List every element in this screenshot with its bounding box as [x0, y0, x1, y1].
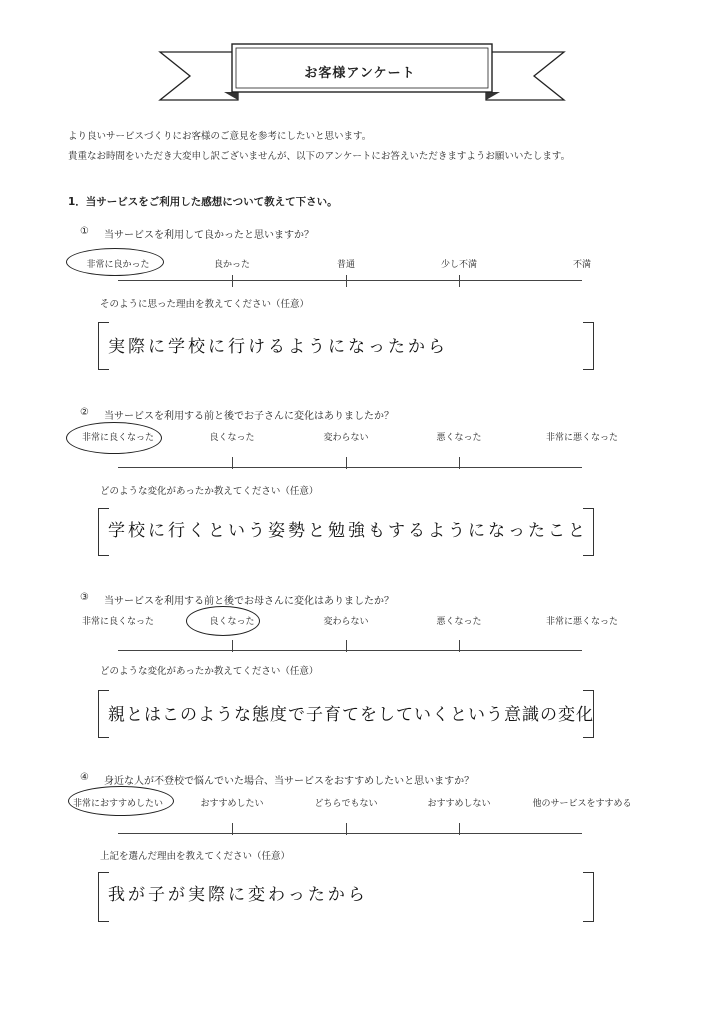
survey-title: お客様アンケート — [304, 66, 416, 81]
option-5[interactable]: 非常に悪くなった — [545, 433, 618, 443]
rating-scale — [118, 833, 582, 834]
selected-answer-circle — [66, 248, 164, 276]
option-2[interactable]: おすすめしたい — [200, 799, 264, 809]
option-4[interactable]: おすすめしない — [427, 799, 491, 809]
handwritten-answer[interactable]: 我が子が実際に変わったから — [108, 885, 368, 905]
option-3[interactable]: 変わらない — [323, 433, 369, 443]
option-2[interactable]: 良かった — [213, 260, 250, 270]
rating-scale — [118, 467, 582, 468]
question-text: 当サービスを利用する前と後でお子さんに変化はありましたか？ — [104, 411, 394, 422]
question-number: ④ — [80, 772, 89, 783]
option-2[interactable]: 良くなった — [209, 617, 255, 627]
answer-box-right-bracket — [583, 872, 594, 922]
question-text: 当サービスを利用して良かったと思いますか？ — [104, 230, 314, 241]
question-number: ② — [80, 407, 89, 418]
option-1[interactable]: 非常におすすめしたい — [72, 799, 164, 809]
option-4[interactable]: 悪くなった — [436, 433, 482, 443]
scale-tick — [346, 640, 347, 652]
section-title: 1．当サービスをご利用した感想について教えて下さい。 — [68, 196, 338, 208]
handwritten-answer[interactable]: 実際に学校に行けるようになったから — [108, 337, 448, 357]
question-text: 当サービスを利用する前と後でお母さんに変化はありましたか？ — [104, 596, 394, 607]
scale-tick — [232, 275, 233, 287]
selected-answer-circle — [66, 422, 162, 454]
option-1[interactable]: 非常に良かった — [86, 260, 150, 270]
option-2[interactable]: 良くなった — [209, 433, 255, 443]
scale-tick — [459, 823, 460, 835]
option-3[interactable]: どちらでもない — [314, 799, 378, 809]
option-3[interactable]: 変わらない — [323, 617, 369, 627]
rating-scale — [118, 280, 582, 281]
scale-tick — [459, 457, 460, 469]
option-5[interactable]: 他のサービスをすすめる — [532, 799, 632, 809]
reason-label: そのように思った理由を教えてください（任意） — [100, 299, 310, 310]
option-5[interactable]: 非常に悪くなった — [545, 617, 618, 627]
handwritten-answer[interactable]: 学校に行くという姿勢と勉強もするようになったこと — [108, 521, 588, 541]
option-5[interactable]: 不満 — [572, 260, 591, 270]
intro-line-2: 貴重なお時間をいただき大変申し訳ございませんが、以下のアンケートにお答えいただきますようお願いいたします。 — [68, 151, 571, 162]
scale-tick — [232, 640, 233, 652]
question-number: ③ — [80, 592, 89, 603]
scale-tick — [346, 275, 347, 287]
reason-label: 上記を選んだ理由を教えてください（任意） — [100, 851, 291, 862]
option-3[interactable]: 普通 — [336, 260, 355, 270]
scale-tick — [459, 275, 460, 287]
scale-tick — [346, 457, 347, 469]
handwritten-answer[interactable]: 親とはこのような態度で子育てをしていくという意識の変化 — [108, 705, 594, 725]
title-ribbon — [0, 0, 724, 120]
option-1[interactable]: 非常に良くなった — [81, 433, 154, 443]
selected-answer-circle — [186, 606, 260, 636]
scale-tick — [232, 457, 233, 469]
option-1[interactable]: 非常に良くなった — [81, 617, 154, 627]
question-number: ① — [80, 226, 89, 237]
scale-tick — [232, 823, 233, 835]
rating-scale — [118, 650, 582, 651]
scale-tick — [346, 823, 347, 835]
selected-answer-circle — [68, 786, 174, 816]
answer-box-right-bracket — [583, 322, 594, 370]
reason-label: どのような変化があったか教えてください（任意） — [100, 666, 319, 677]
question-text: 身近な人が不登校で悩んでいた場合、当サービスをおすすめしたいと思いますか？ — [104, 776, 475, 787]
intro-line-1: より良いサービスづくりにお客様のご意見を参考にしたいと思います。 — [68, 131, 372, 142]
option-4[interactable]: 悪くなった — [436, 617, 482, 627]
reason-label: どのような変化があったか教えてください（任意） — [100, 486, 319, 497]
scale-tick — [459, 640, 460, 652]
option-4[interactable]: 少し不満 — [440, 260, 477, 270]
